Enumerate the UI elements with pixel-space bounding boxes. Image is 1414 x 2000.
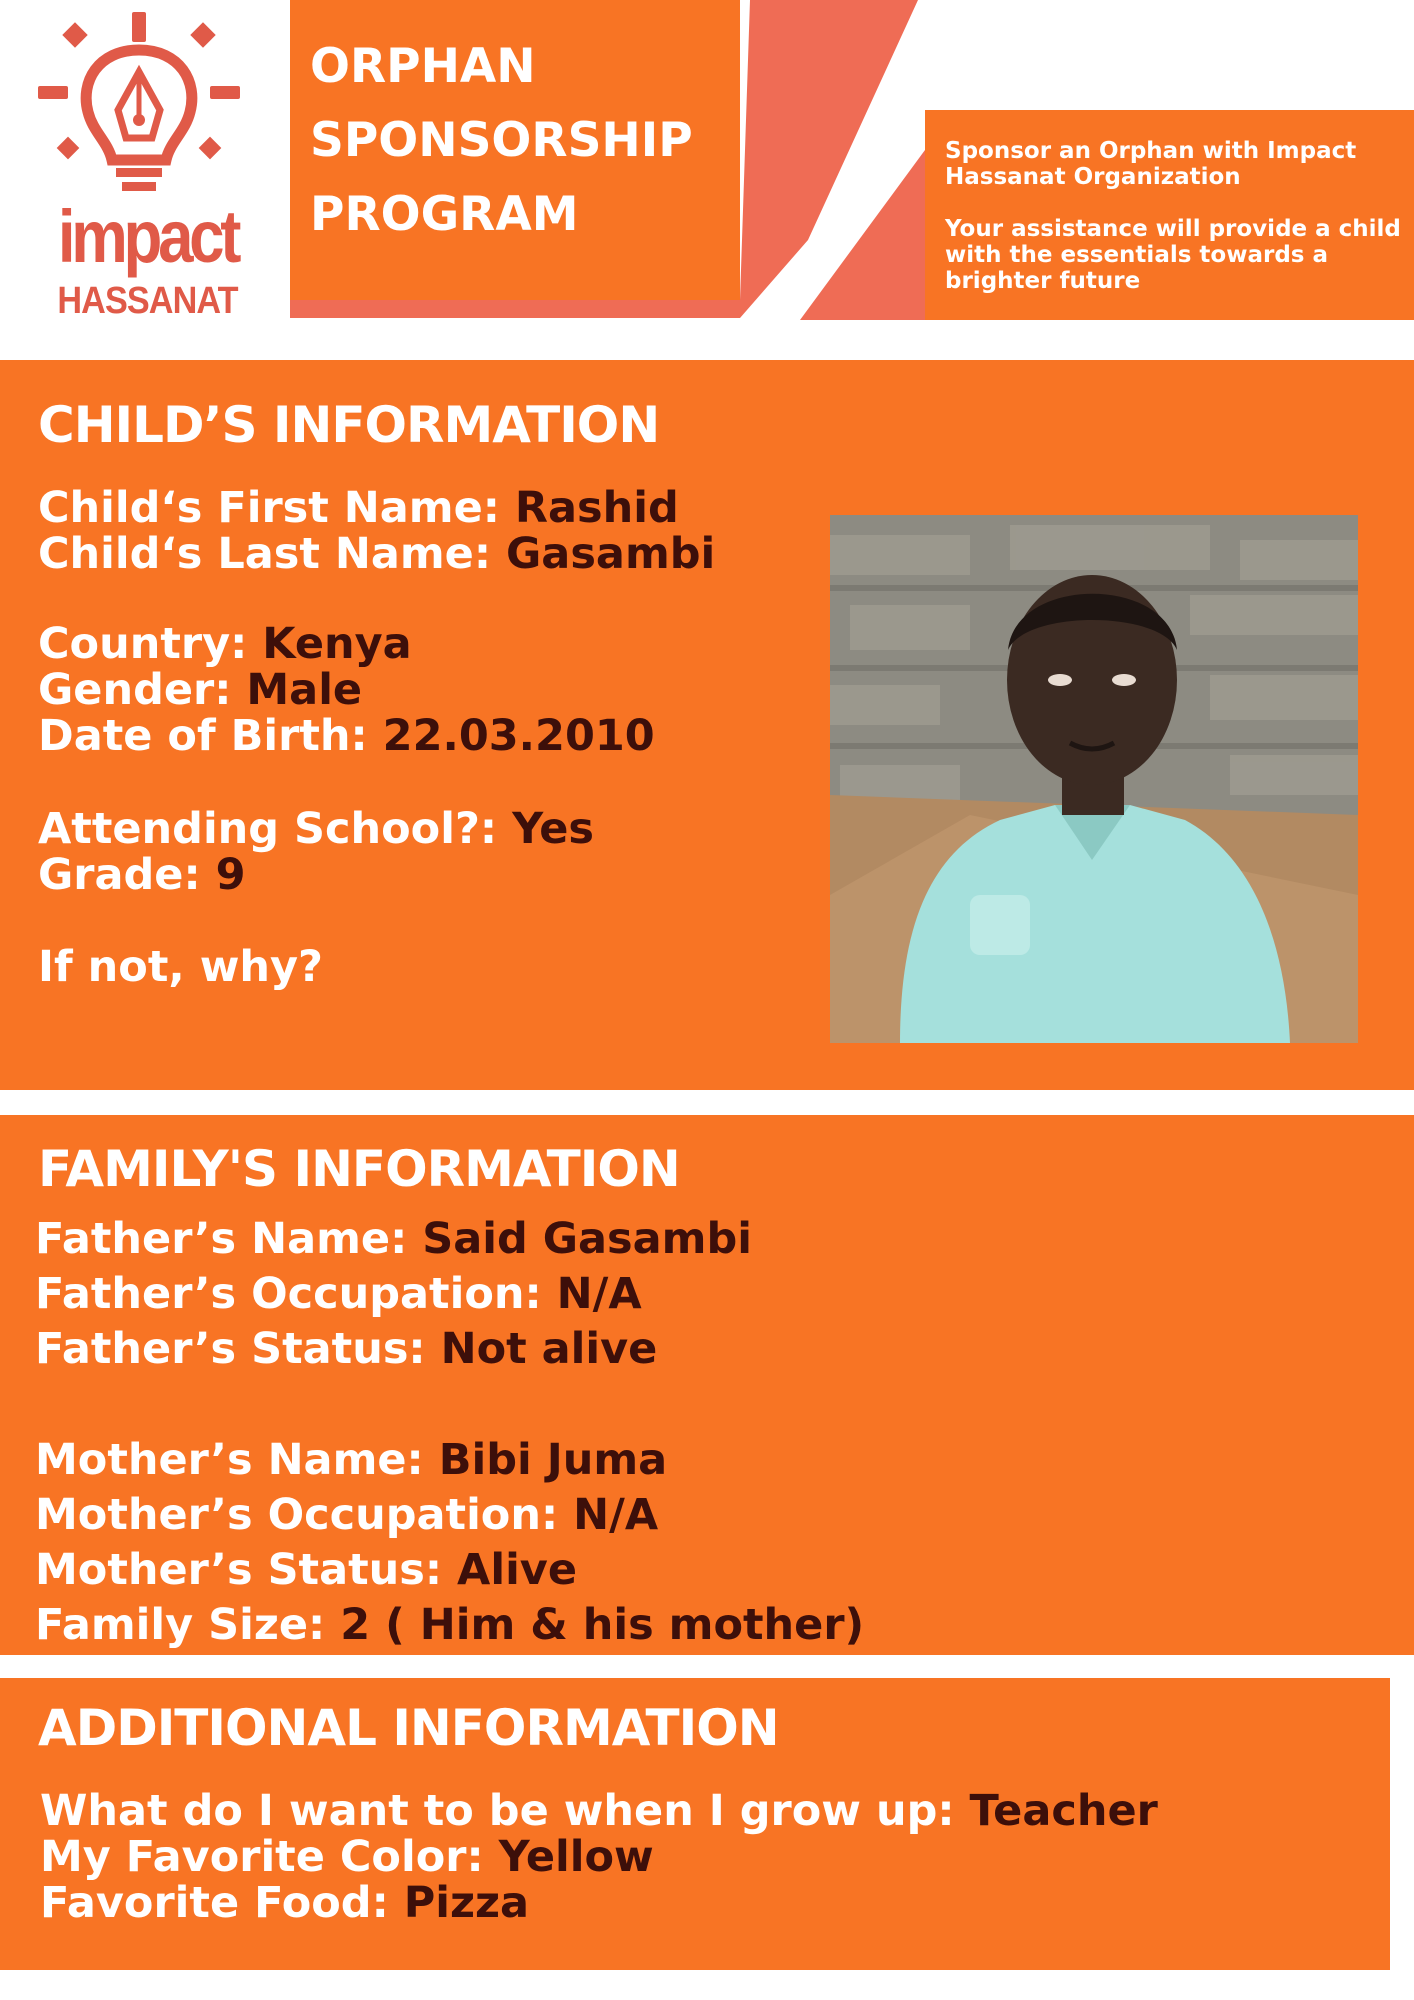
field-value: N/A <box>573 1490 659 1540</box>
family-size <box>35 1600 865 1650</box>
favorite-color <box>40 1832 654 1882</box>
field-label: Family Size: <box>35 1600 341 1650</box>
mother-status <box>35 1545 577 1595</box>
mother-occupation <box>35 1490 659 1540</box>
child-country <box>38 619 412 669</box>
child-photo <box>830 515 1358 1043</box>
field-value: Alive <box>457 1545 577 1595</box>
field-label: Father’s Occupation: <box>35 1269 557 1319</box>
field-value: Said Gasambi <box>422 1214 752 1264</box>
field-value: 22.03.2010 <box>382 711 655 761</box>
father-name <box>35 1214 752 1264</box>
field-label: Date of Birth: <box>38 711 383 761</box>
child-last-name <box>38 529 716 579</box>
program-title <box>310 30 730 252</box>
child-grade <box>38 850 246 900</box>
logo-subtitle: HASSANAT <box>57 280 238 322</box>
child-if-not-why <box>38 942 324 992</box>
field-label: Gender: <box>38 665 247 715</box>
field-value: Yes <box>512 804 595 854</box>
field-label: Father’s Name: <box>35 1214 423 1264</box>
father-occupation <box>35 1269 642 1319</box>
field-label: Father’s Status: <box>35 1324 441 1374</box>
mother-name <box>35 1435 668 1485</box>
program-title-line-3: PROGRAM <box>310 187 579 242</box>
field-label: Child‘s Last Name: <box>38 529 507 579</box>
field-label: Mother’s Name: <box>35 1435 439 1485</box>
field-label: Favorite Food: <box>40 1878 404 1928</box>
family-information-heading: FAMILY'S INFORMATION <box>38 1140 680 1198</box>
field-value: 9 <box>215 850 246 900</box>
program-title-box <box>290 0 740 300</box>
field-label: Mother’s Status: <box>35 1545 458 1595</box>
tagline-sponsor: Sponsor an Orphan with Impact Hassanat Organization <box>945 138 1357 190</box>
field-label: Attending School?: <box>38 804 513 854</box>
grow-up-answer <box>40 1786 1158 1836</box>
child-portrait-image <box>830 515 1358 1043</box>
logo-wordmark: impact <box>57 195 238 278</box>
field-value: Rashid <box>514 483 679 533</box>
field-label: What do I want to be when I grow up: <box>40 1786 970 1836</box>
field-label: Child‘s First Name: <box>38 483 515 533</box>
child-information-heading: CHILD’S INFORMATION <box>38 396 660 454</box>
program-title-line-2: SPONSORSHIP <box>310 113 693 168</box>
field-value: Yellow <box>498 1832 654 1882</box>
child-first-name <box>38 483 679 533</box>
field-value: N/A <box>556 1269 642 1319</box>
field-label: My Favorite Color: <box>40 1832 499 1882</box>
field-value: Kenya <box>262 619 412 669</box>
tagline-box <box>925 110 1414 320</box>
field-value: 2 ( Him & his mother) <box>340 1600 865 1650</box>
favorite-food <box>40 1878 530 1928</box>
field-value: Male <box>246 665 363 715</box>
additional-information-heading: ADDITIONAL INFORMATION <box>38 1699 779 1757</box>
child-date-of-birth <box>38 711 655 761</box>
field-value: Teacher <box>969 1786 1158 1836</box>
father-status <box>35 1324 658 1374</box>
field-label: Country: <box>38 619 263 669</box>
field-value: Pizza <box>403 1878 530 1928</box>
field-value: Gasambi <box>506 529 716 579</box>
field-label: If not, why? <box>38 942 324 992</box>
field-value: Bibi Juma <box>438 1435 668 1485</box>
child-attending-school <box>38 804 595 854</box>
program-title-line-1: ORPHAN <box>310 39 536 94</box>
child-gender <box>38 665 363 715</box>
field-label: Mother’s Occupation: <box>35 1490 574 1540</box>
field-value: Not alive <box>440 1324 658 1374</box>
field-label: Grade: <box>38 850 216 900</box>
tagline-assistance: Your assistance will provide a child with the essentials towards a brighter future <box>945 216 1401 294</box>
